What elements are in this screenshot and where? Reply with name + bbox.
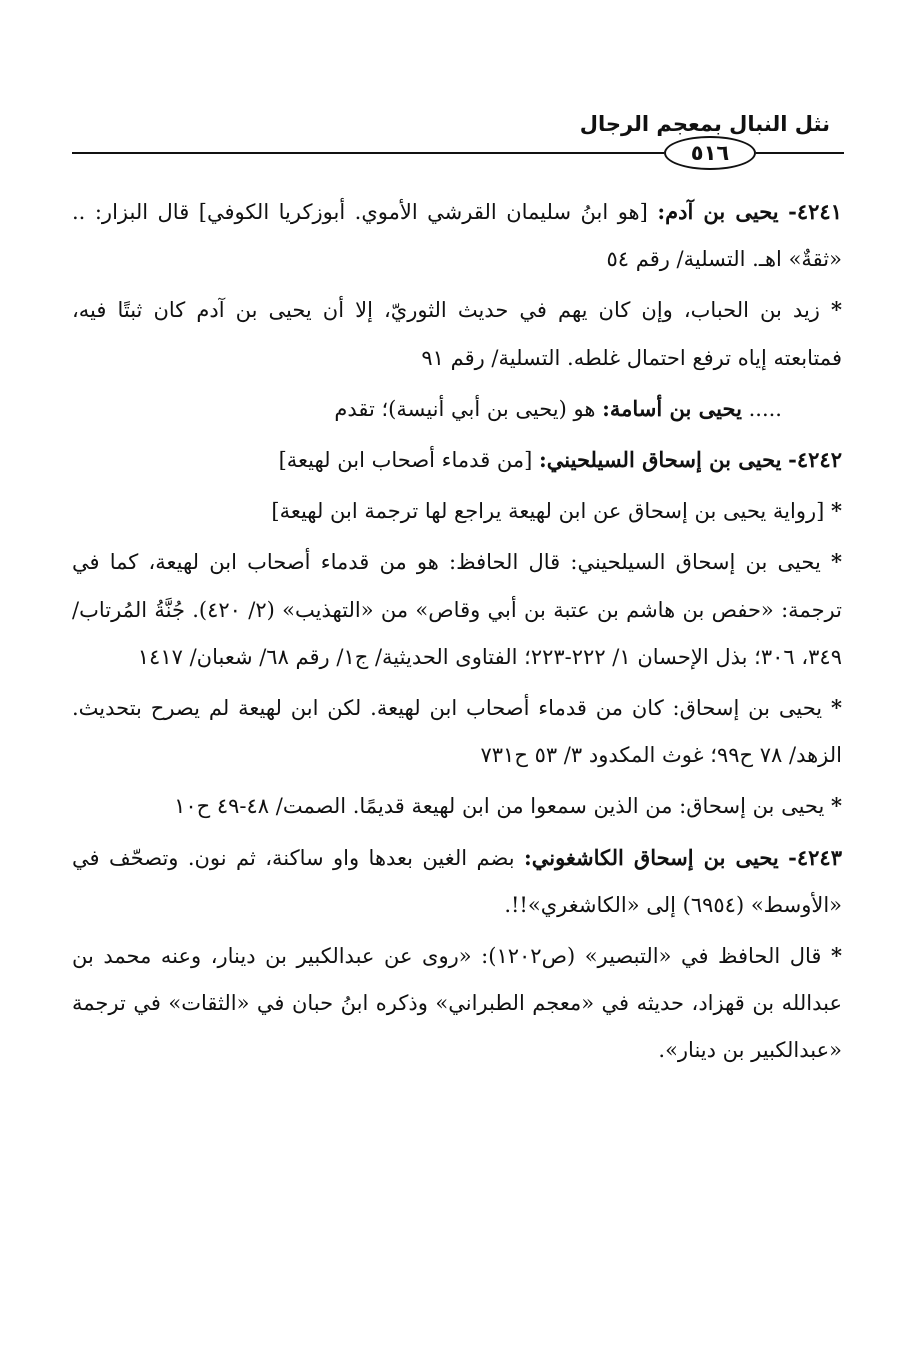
- name-colon: :: [523, 844, 532, 870]
- ellipsis: .....: [748, 396, 782, 421]
- note-text: [رواية يحيى بن إسحاق عن ابن لهيعة يراجع لها ترجمة ابن لهيعة]: [271, 499, 825, 524]
- note-text: زيد بن الحباب، وإن كان يهم في حديث الثوريّ، إلا أن يحيى بن آدم كان ثبتًا فيه، فمتابعته إياه ترفع احتمال غلطه. التسلية/ رقم ٩١: [72, 298, 842, 370]
- page-number: ٥١٦: [664, 136, 756, 170]
- page-body: [72, 188, 842, 1078]
- running-header-title: نثل النبال بمعجم الرجال: [579, 112, 830, 136]
- bullet-star: *: [831, 943, 842, 969]
- header-rule-left: [72, 152, 664, 154]
- bullet-star: *: [831, 297, 842, 323]
- note-paragraph: [72, 932, 842, 1075]
- note-text: يحيى بن إسحاق: كان من قدماء أصحاب ابن لهيعة. لكن ابن لهيعة لم يصرح بتحديث. الزهد/ ٧٨ ح٩٩؛ غوث المكدود ٣/ ٥٣ ح٧٣١: [72, 696, 842, 768]
- entry-text: [هو ابنُ سليمان القرشي الأموي. أبوزكريا الكوفي] قال البزار: .. «ثقةٌ» اهـ. التسلية/ رقم ٥٤: [72, 200, 842, 272]
- narrator-name: يحيى بن إسحاق السيلحيني: [546, 447, 782, 473]
- entry-number: ٤٢٤١-: [788, 199, 842, 224]
- note-paragraph: [72, 684, 842, 779]
- entry-number: ٤٢٤٢-: [788, 447, 842, 473]
- entry-4241: [72, 188, 842, 283]
- bullet-star: *: [831, 793, 842, 819]
- note-paragraph: [72, 538, 842, 681]
- entry-text: [من قدماء أصحاب ابن لهيعة]: [278, 448, 533, 473]
- cross-reference: [72, 385, 842, 433]
- bullet-star: *: [831, 498, 842, 524]
- bullet-star: *: [831, 549, 842, 575]
- narrator-name: يحيى بن أسامة: [609, 395, 742, 421]
- bullet-star: *: [831, 695, 842, 721]
- name-colon: :: [539, 447, 547, 473]
- entry-text: هو (يحيى بن أبي أنيسة)؛ تقدم: [334, 396, 596, 421]
- entry-text: بضم الغين بعدها واو ساكنة، ثم نون. وتصحّف في «الأوسط» (٦٩٥٤) إلى «الكاشغري»!!.: [72, 845, 842, 917]
- entry-4242: [72, 436, 842, 484]
- name-colon: :: [657, 199, 666, 224]
- name-colon: :: [602, 395, 610, 421]
- note-text: قال الحافظ في «التبصير» (ص١٢٠٢): «روى عن عبدالكبير بن دينار، وعنه محمد بن عبدالله بن قهزاد، حديثه في «معجم الطبراني» وذكره ابنُ حبان في «الثقات» في ترجمة «عبدالكبير بن دينار».: [72, 944, 842, 1063]
- entry-number: ٤٢٤٣-: [788, 844, 842, 870]
- note-text: يحيى بن إسحاق: من الذين سمعوا من ابن لهيعة قديمًا. الصمت/ ٤٨-٤٩ ح١٠: [174, 794, 825, 819]
- entry-4243: [72, 834, 842, 929]
- note-text: يحيى بن إسحاق السيلحيني: قال الحافظ: هو من قدماء أصحاب ابن لهيعة، كما في ترجمة: «حفص بن هاشم بن عتبة بن أبي وقاص» من «التهذيب» (٢/ ٤٢٠). جُنَّةُ المُرتاب/ ٣٤٩، ٣٠٦؛ بذل الإحسان ١/ ٢٢٢-٢٢٣؛ الفتاوى الحديثية/ ج١/ رقم ٦٨/ شعبان/ ١٤١٧: [72, 550, 842, 669]
- narrator-name: يحيى بن آدم: [665, 199, 779, 224]
- narrator-name: يحيى بن إسحاق الكاشغوني: [531, 844, 779, 870]
- note-paragraph: [72, 782, 842, 830]
- header-rule-right: [756, 152, 844, 154]
- note-paragraph: [72, 487, 842, 535]
- note-paragraph: [72, 286, 842, 381]
